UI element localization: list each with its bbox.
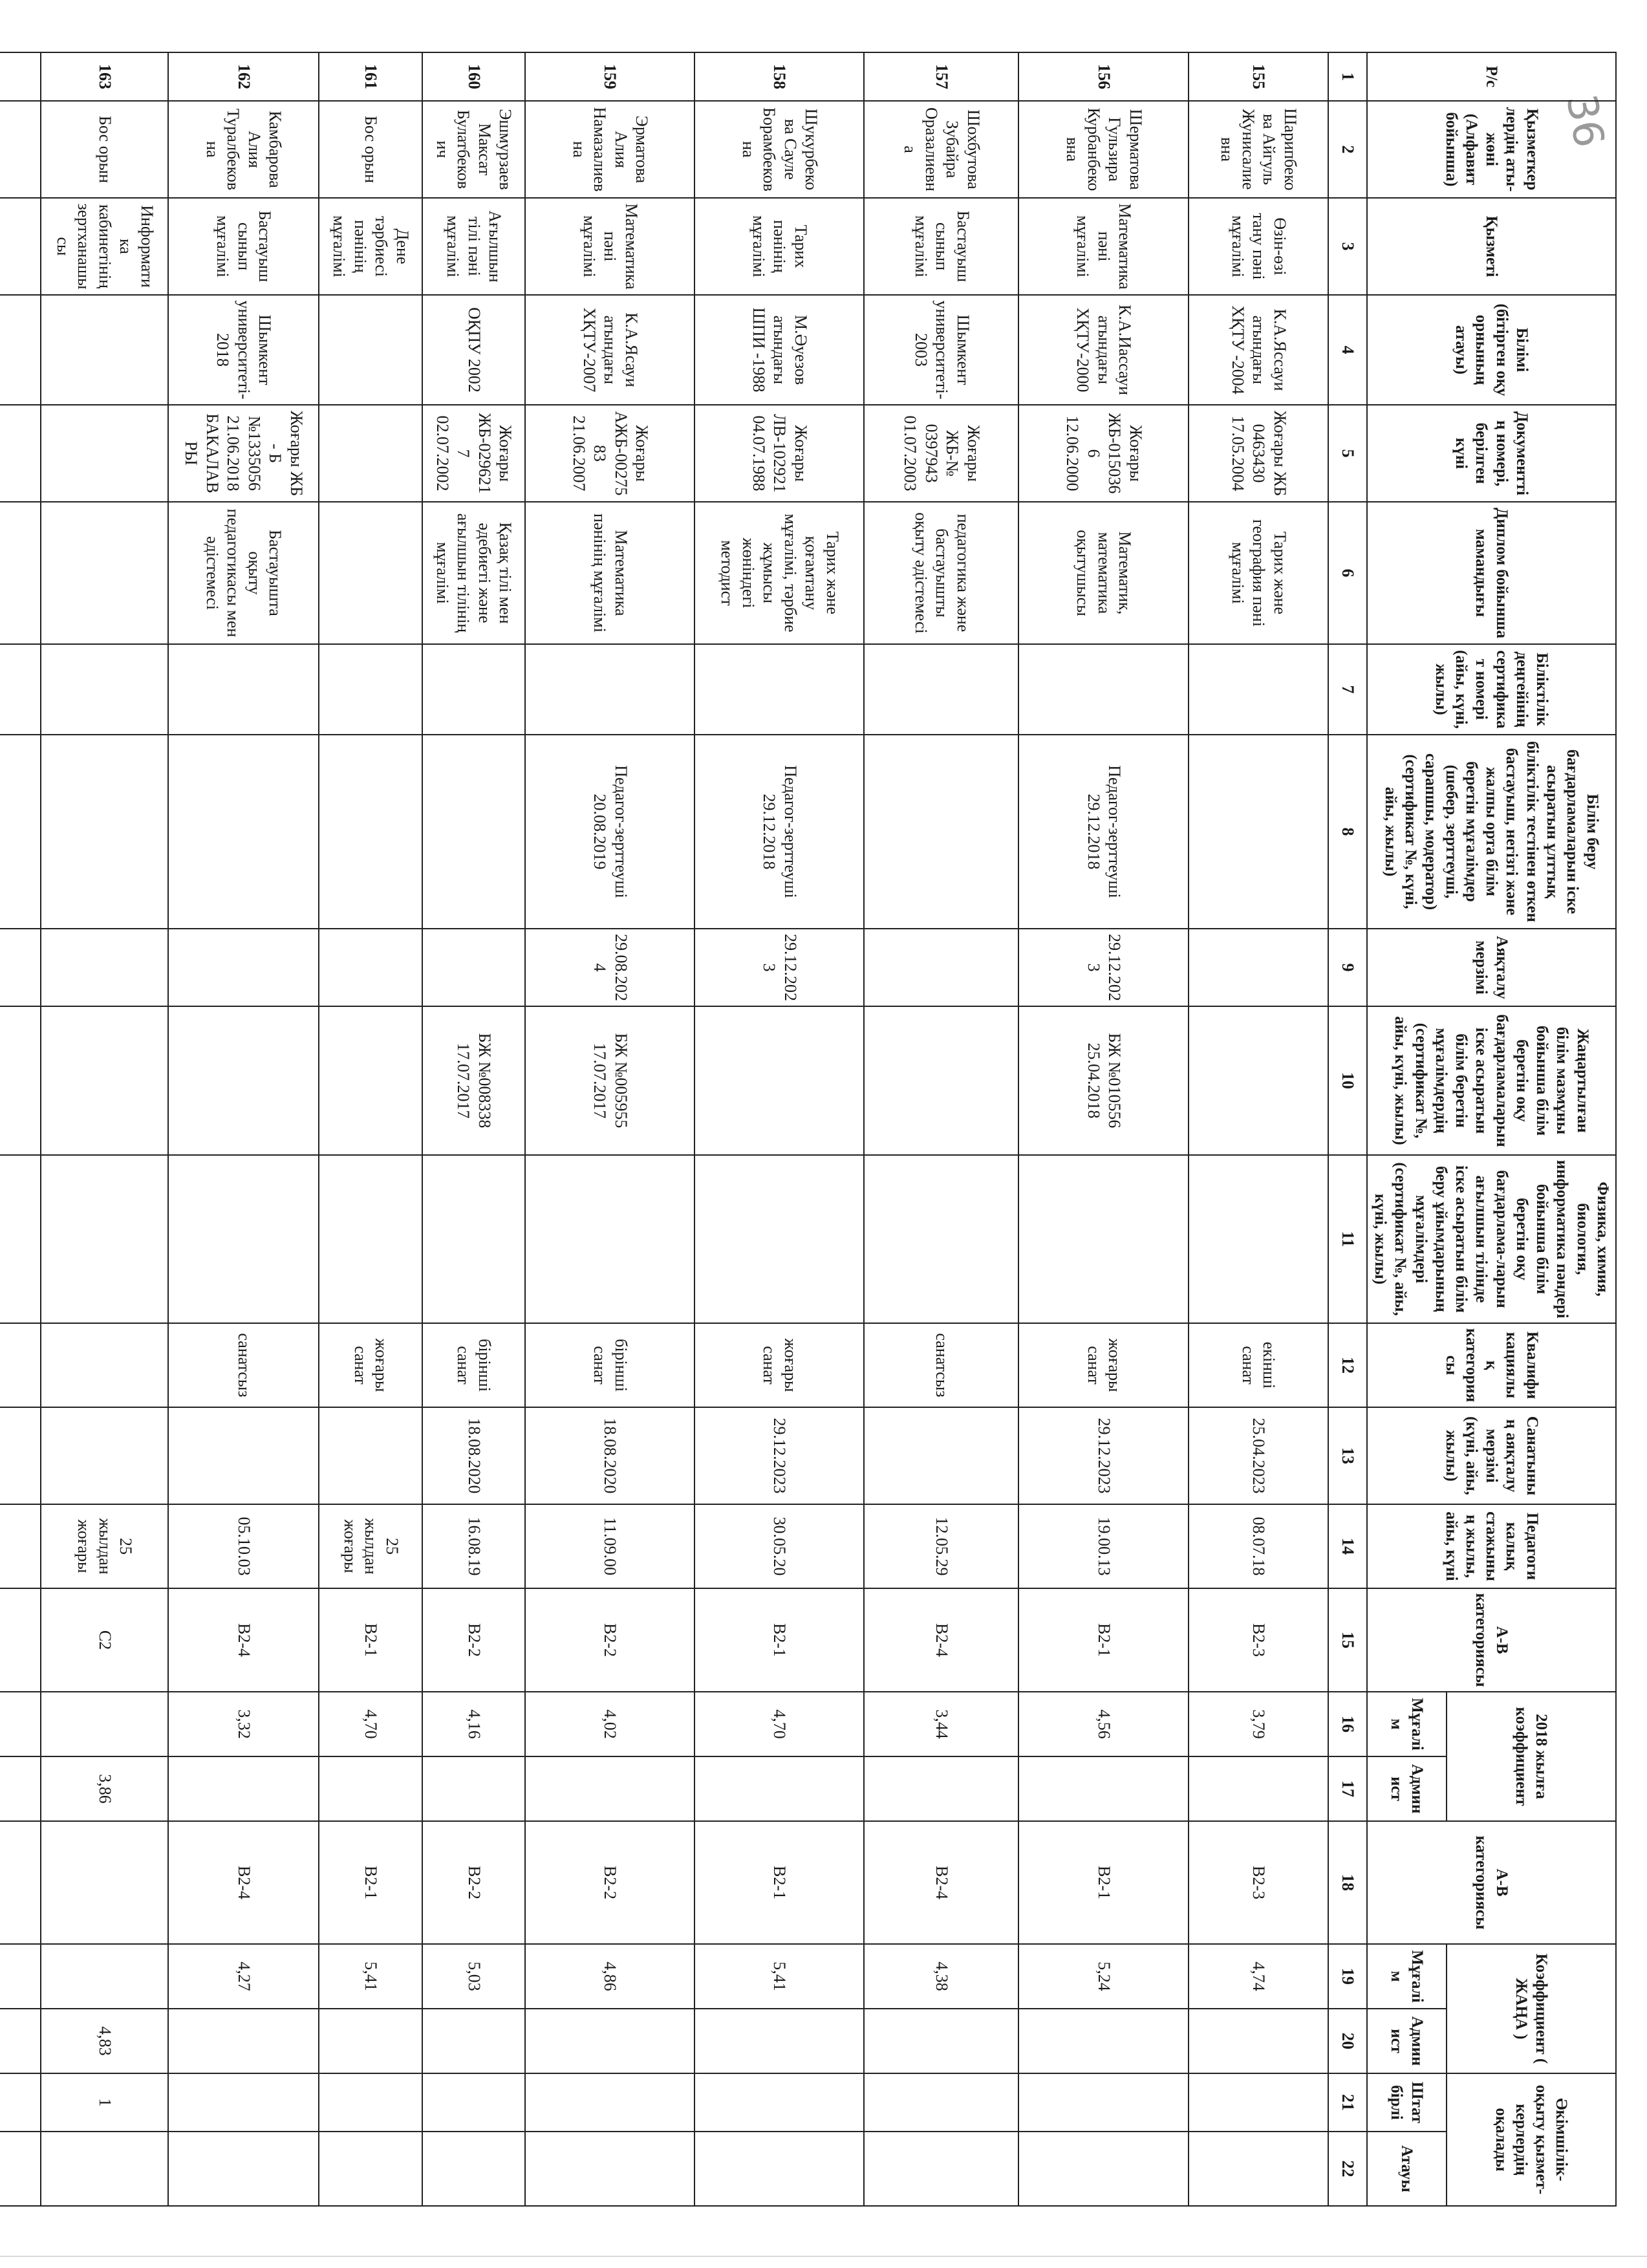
cell-english-subjects-cert [1018,1155,1188,1323]
cell-qualification-cert [422,644,526,735]
total-education [0,295,41,405]
cell-staff-name [864,2132,1018,2206]
cell-coef-2018-teacher: 4,70 [319,1692,422,1756]
cell-qualification-cert [694,644,864,735]
col-num: 8 [1328,735,1367,929]
cell-end-date: 29.12.2023 [1018,929,1188,1006]
cell-staff-unit [1018,2073,1188,2132]
cell-education: К.А.Ясауи атындағы ХҚТУ-2007 [525,295,694,405]
scan-edge-line [0,2256,1647,2257]
total-pedagogical-stage [0,1504,41,1588]
cell-specialty: Тарих және география пәні мұғалімі [1189,502,1328,644]
cell-end-date [168,929,319,1006]
cell-position: Өзін-өзі тану пәні мұғалімі [1189,198,1328,295]
cell-staff-unit [422,2073,526,2132]
cell-staff-name [319,2132,422,2206]
cell-document-number: Жоғары ЖБ-0296217 02.07.2002 [422,405,526,502]
cell-specialty: Математика пәнінің мұғалімі [525,502,694,644]
cell-end-date [422,929,526,1006]
cell-category-end-date: 29.12.2023 [694,1407,864,1504]
cell-row-number: 156 [1018,52,1188,101]
page-number: 36 [1556,91,1613,151]
cell-updated-content-cert: БЖ №005955 17.07.2017 [525,1006,694,1155]
header-updated-content: Жаңартылған білім мазмұны бойынша білім беретін оқу бағдарламаларын іске асыратын білім беретін мұғалімдердің (сертификат №, айы, күні, жылы) [1367,1006,1616,1155]
cell-category: бірінші санат [422,1323,526,1407]
cell-row-number: 155 [1189,52,1328,101]
total-end-date [0,929,41,1006]
cell-pedagogical-stage: 25 жылдан жоғары [319,1504,422,1588]
cell-pedagogical-stage: 30.05.20 [694,1504,864,1588]
header-category-end: Санатының аяқталу мерзімі (күні, айы, жылы) [1367,1407,1616,1504]
cell-national-test-cert [864,735,1018,929]
cell-specialty [319,502,422,644]
cell-coef-new-teacher: 5,03 [422,1944,526,2009]
cell-coef-2018-admin [864,1756,1018,1821]
cell-updated-content-cert [1189,1006,1328,1155]
total-updated-content-cert [0,1006,41,1155]
staff-rows [0,52,1328,2206]
cell-ab-category-1: В2-2 [525,1588,694,1692]
col-num: 15 [1328,1588,1367,1692]
cell-english-subjects-cert [864,1155,1018,1323]
cell-end-date [41,929,168,1006]
cell-end-date: 29.08.2024 [525,929,694,1006]
cell-category-end-date: 18.08.2020 [525,1407,694,1504]
total-document-number [0,405,41,502]
cell-row-number: 160 [422,52,526,101]
cell-updated-content-cert: БЖ №010556 25.04.2018 [1018,1006,1188,1155]
cell-coef-2018-teacher: 4,56 [1018,1692,1188,1756]
cell-qualification-cert [319,644,422,735]
cell-staff-unit [525,2073,694,2132]
cell-staff-name [168,2132,319,2206]
cell-education: К.А.Яссауи атындағы ХҚТУ -2004 [1189,295,1328,405]
cell-document-number: Жоғары ЖБ-0150366 12.06.2000 [1018,405,1188,502]
cell-qualification-cert [864,644,1018,735]
cell-ab-category-1: В2-4 [168,1588,319,1692]
column-number-row [1328,52,1367,2206]
cell-national-test-cert [168,735,319,929]
cell-pedagogical-stage: 11.09.00 [525,1504,694,1588]
cell-ab-category-2 [41,1821,168,1944]
cell-coef-new-admin [319,2009,422,2073]
cell-coef-new-admin [1018,2009,1188,2073]
cell-end-date: 29.12.2023 [694,929,864,1006]
cell-category: жоғары санат [694,1323,864,1407]
subheader-name: Атауы [1367,2132,1447,2206]
cell-coef-2018-admin [1189,1756,1328,1821]
header-english-subjects: Физика, химия, биология, информатика пәндері бойынша білім беретін оқу бағдарлама-ларын ағылшын тілінде іске асыратын білім беру ұйымдарының мұғалімдері (сертификат №, айы, күні, жылы) [1367,1155,1616,1323]
cell-employee-name: Шарипбекова Айгуль Жунисалиевна [1189,101,1328,198]
header-coef-2018: 2018 жылға коэффициент [1447,1692,1616,1821]
cell-category: екінші санат [1189,1323,1328,1407]
cell-coef-new-admin [422,2009,526,2073]
col-num: 12 [1328,1323,1367,1407]
cell-ab-category-1: В2-1 [1018,1588,1188,1692]
cell-position: Математика пәні мұғалімі [1018,198,1188,295]
total-national-test-cert [0,735,41,929]
header-ab-category-2: А-В категориясы [1367,1821,1616,1944]
cell-pedagogical-stage: 08.07.18 [1189,1504,1328,1588]
cell-category [41,1323,168,1407]
staff-table-rotated [39,52,1617,2205]
total-coef-new-admin [0,2009,41,2073]
col-num: 18 [1328,1821,1367,1944]
table-row [525,52,694,2206]
cell-ab-category-2: В2-3 [1189,1821,1328,1944]
cell-category-end-date [319,1407,422,1504]
cell-specialty: Бастауышта оқыту педагогикасы мен әдістемесі [168,502,319,644]
cell-staff-unit: 1 [41,2073,168,2132]
cell-row-number: 157 [864,52,1018,101]
cell-category-end-date: 18.08.2020 [422,1407,526,1504]
cell-english-subjects-cert [525,1155,694,1323]
cell-education [41,295,168,405]
cell-row-number: 163 [41,52,168,101]
cell-end-date [319,929,422,1006]
cell-document-number: Жоғары ЛВ-102921 04.07.1988 [694,405,864,502]
cell-coef-new-admin [525,2009,694,2073]
cell-updated-content-cert [864,1006,1018,1155]
col-num: 10 [1328,1006,1367,1155]
cell-ab-category-2: В2-4 [864,1821,1018,1944]
cell-national-test-cert [422,735,526,929]
col-num: 5 [1328,405,1367,502]
cell-coef-2018-teacher: 4,16 [422,1692,526,1756]
cell-updated-content-cert [319,1006,422,1155]
cell-ab-category-1: В2-3 [1189,1588,1328,1692]
cell-education: Шымкент университеті-2003 [864,295,1018,405]
cell-category: жоғары санат [1018,1323,1188,1407]
cell-specialty [41,502,168,644]
col-num: 16 [1328,1692,1367,1756]
cell-coef-new-teacher: 5,41 [319,1944,422,2009]
cell-coef-2018-teacher: 4,70 [694,1692,864,1756]
header-name: Қызметкерлердің аты-жөні (Алфавит бойынша) [1367,101,1616,198]
cell-staff-unit [168,2073,319,2132]
table-row [41,52,168,2206]
table-row [168,52,319,2206]
cell-updated-content-cert [168,1006,319,1155]
cell-education: М.Әуезов атындағы ШПИ -1988 [694,295,864,405]
cell-staff-unit [319,2073,422,2132]
cell-ab-category-1: В2-2 [422,1588,526,1692]
cell-position: Бастауыш сынып мұғалімі [168,198,319,295]
header-admin-staff: Әкімшілік-оқыту қызмет-керлердің оқалады [1447,2073,1616,2206]
cell-coef-new-teacher: 4,74 [1189,1944,1328,2009]
cell-coef-new-teacher: 5,41 [694,1944,864,2009]
header-stage: Педагогикалық стажының жылы, айы, күні [1367,1504,1616,1588]
cell-coef-new-teacher: 4,38 [864,1944,1018,2009]
cell-coef-2018-teacher: 3,79 [1189,1692,1328,1756]
cell-national-test-cert: Педагог-зерттеуші 29.12.2018 [694,735,864,929]
cell-national-test-cert: Педагог-зерттеуші 20.08.2019 [525,735,694,929]
cell-education [319,295,422,405]
cell-position: Ағылшын тілі пәні мұғалімі [422,198,526,295]
cell-national-test-cert [1189,735,1328,929]
cell-pedagogical-stage: 16.08.19 [422,1504,526,1588]
cell-education: К.А.Иассауи атындағы ХҚТУ-2000 [1018,295,1188,405]
cell-position: Тарих пәнінің мұғалімі [694,198,864,295]
total-category [0,1323,41,1407]
cell-coef-2018-admin: 3,86 [41,1756,168,1821]
cell-coef-new-admin: 4,83 [41,2009,168,2073]
subheader-staff-unit: Штат бірлі [1367,2073,1447,2132]
cell-pedagogical-stage: 12.05.29 [864,1504,1018,1588]
cell-row-number: 162 [168,52,319,101]
cell-coef-2018-admin [694,1756,864,1821]
cell-coef-new-teacher: 4,86 [525,1944,694,2009]
cell-coef-2018-admin [525,1756,694,1821]
cell-category-end-date: 25.04.2023 [1189,1407,1328,1504]
cell-employee-name: Камбарова Алия Туралбековна [168,101,319,198]
staff-table [0,52,1617,2207]
cell-category: санатсыз [168,1323,319,1407]
cell-updated-content-cert: БЖ №008338 17.07.2017 [422,1006,526,1155]
cell-staff-name [41,2132,168,2206]
cell-category-end-date: 29.12.2023 [1018,1407,1188,1504]
col-num: 19 [1328,1944,1367,2009]
total-ab-category-1 [0,1588,41,1692]
cell-employee-name: Эшмурзаев Максат Булатбекович [422,101,526,198]
cell-ab-category-2: В2-4 [168,1821,319,1944]
cell-english-subjects-cert [422,1155,526,1323]
cell-qualification-cert [1189,644,1328,735]
cell-pedagogical-stage: 25 жылдан жоғары [41,1504,168,1588]
cell-staff-unit [1189,2073,1328,2132]
table-row [1189,52,1328,2206]
col-num: 3 [1328,198,1367,295]
header-rs: Р/с [1367,52,1616,101]
cell-education: ОҚПУ 2002 [422,295,526,405]
cell-end-date [864,929,1018,1006]
col-num: 20 [1328,2009,1367,2073]
cell-staff-unit [694,2073,864,2132]
col-num: 9 [1328,929,1367,1006]
cell-coef-new-admin [694,2009,864,2073]
cell-national-test-cert [41,735,168,929]
cell-ab-category-2: В2-1 [694,1821,864,1944]
cell-pedagogical-stage: 05.10.03 [168,1504,319,1588]
cell-national-test-cert [319,735,422,929]
cell-employee-name: Шукурбекова Сауле Борамбековна [694,101,864,198]
cell-staff-name [1189,2132,1328,2206]
total-ab-category-2 [0,1821,41,1944]
col-num: 22 [1328,2132,1367,2206]
subheader-teacher-2018: Мұғалім [1367,1692,1447,1756]
cell-document-number [41,405,168,502]
cell-qualification-cert [41,644,168,735]
total-english-subjects-cert [0,1155,41,1323]
total-category-end-date [0,1407,41,1504]
cell-coef-new-admin [864,2009,1018,2073]
col-num: 14 [1328,1504,1367,1588]
cell-end-date [1189,929,1328,1006]
col-num: 4 [1328,295,1367,405]
header-category: Квалификациялық категориясы [1367,1323,1616,1407]
cell-coef-new-teacher: 4,27 [168,1944,319,2009]
cell-coef-2018-teacher [41,1692,168,1756]
cell-position: Бастауыш сынып мұғалімі [864,198,1018,295]
cell-national-test-cert: Педагог-зерттеуші 29.12.2018 [1018,735,1188,929]
cell-ab-category-2: В2-1 [1018,1821,1188,1944]
total-employee-name [0,101,41,198]
cell-ab-category-1: В2-1 [319,1588,422,1692]
cell-employee-name: Шохбутова Зубайра Оразалиевна [864,101,1018,198]
cell-ab-category-2: В2-1 [319,1821,422,1944]
col-num: 7 [1328,644,1367,735]
cell-coef-2018-admin [168,1756,319,1821]
header-ab-category-1: А-В категориясы [1367,1588,1616,1692]
cell-row-number: 159 [525,52,694,101]
total-staff-unit [0,2073,41,2132]
subheader-teacher-new: Мұғалім [1367,1944,1447,2009]
total-coef-2018-admin [0,1756,41,1821]
table-row [422,52,526,2206]
cell-ab-category-1: В2-4 [864,1588,1018,1692]
total-staff-name [0,2132,41,2206]
cell-staff-name [694,2132,864,2206]
cell-document-number: Жоғары ЖБ 0463430 17.05.2004 [1189,405,1328,502]
cell-category: санатсыз [864,1323,1018,1407]
col-num: 21 [1328,2073,1367,2132]
cell-coef-new-admin [168,2009,319,2073]
cell-coef-2018-teacher: 4,02 [525,1692,694,1756]
cell-english-subjects-cert [41,1155,168,1323]
cell-employee-name: Эрматова Алия Намазалиевна [525,101,694,198]
cell-updated-content-cert [41,1006,168,1155]
cell-specialty: Математик, математика оқытушысы [1018,502,1188,644]
cell-specialty: Тарих және қоғамтану мұғалімі, тәрбие жұмысы жөніндегі методист [694,502,864,644]
total-position [0,198,41,295]
table-row [694,52,864,2206]
cell-category: жоғары санат [319,1323,422,1407]
cell-specialty: педагогика және бастауышты оқыту әдістемесі [864,502,1018,644]
cell-coef-2018-admin [1018,1756,1188,1821]
cell-updated-content-cert [694,1006,864,1155]
cell-category-end-date [41,1407,168,1504]
subheader-admin-new: Админист [1367,2009,1447,2073]
cell-english-subjects-cert [168,1155,319,1323]
cell-row-number: 158 [694,52,864,101]
cell-staff-unit [864,2073,1018,2132]
cell-employee-name: Бос орын [319,101,422,198]
cell-category-end-date [168,1407,319,1504]
cell-ab-category-2: В2-2 [525,1821,694,1944]
cell-english-subjects-cert [694,1155,864,1323]
header-document: Документтің номері, берілген күні [1367,405,1616,502]
total-qualification-cert [0,644,41,735]
col-num: 6 [1328,502,1367,644]
cell-education: Шымкент университеті-2018 [168,295,319,405]
cell-pedagogical-stage: 19.00.13 [1018,1504,1188,1588]
cell-coef-2018-teacher: 3,32 [168,1692,319,1756]
cell-document-number: Жоғары ЖБ-№ 0397943 01.07.2003 [864,405,1018,502]
cell-ab-category-1: В2-1 [694,1588,864,1692]
cell-position: Дене тәрбиесі пәнінің мұғалімі [319,198,422,295]
col-num: 11 [1328,1155,1367,1323]
cell-english-subjects-cert [319,1155,422,1323]
cell-position: Информатика кабинетінің зертханашысы [41,198,168,295]
col-num: 17 [1328,1756,1367,1821]
cell-row-number: 161 [319,52,422,101]
cell-staff-name [525,2132,694,2206]
cell-document-number: Жоғары ЖБ - Б №1335056 21.06.2018 БАКАЛАВРЫ [168,405,319,502]
total-coef-2018-teacher [0,1692,41,1756]
cell-category: бірінші санат [525,1323,694,1407]
total-row [0,52,41,2206]
col-num: 1 [1328,52,1367,101]
header-qualification-cert: Біліктілік деңгейінің сертификат номері (айы, күні, жылы) [1367,644,1616,735]
cell-document-number [319,405,422,502]
cell-employee-name: Шерматова Гульзира Курбанбековна [1018,101,1188,198]
cell-coef-new-teacher: 5,24 [1018,1944,1188,2009]
cell-staff-name [1018,2132,1188,2206]
cell-staff-name [422,2132,526,2206]
cell-english-subjects-cert [1189,1155,1328,1323]
cell-coef-2018-admin [319,1756,422,1821]
header-education: Білімі (бітірген оқу орнының атауы) [1367,295,1616,405]
subheader-admin-2018: Админист [1367,1756,1447,1821]
cell-specialty: Қазақ тілі мен әдебиеті және ағылшын тілінің мұғалімі [422,502,526,644]
col-num: 2 [1328,101,1367,198]
cell-coef-new-admin [1189,2009,1328,2073]
header-position: Қызметі [1367,198,1616,295]
col-num: 13 [1328,1407,1367,1504]
header-specialty: Диплом бойынша мамандығы [1367,502,1616,644]
total-specialty [0,502,41,644]
header-end-date: Аяқталу мерзімі [1367,929,1616,1006]
cell-qualification-cert [525,644,694,735]
cell-category-end-date [864,1407,1018,1504]
cell-position: Математика пәні мұғалімі [525,198,694,295]
cell-ab-category-1: С2 [41,1588,168,1692]
cell-qualification-cert [1018,644,1188,735]
cell-employee-name: Бос орын [41,101,168,198]
cell-ab-category-2: В2-2 [422,1821,526,1944]
cell-document-number: Жоғары АЖБ-0027583 21.06.2007 [525,405,694,502]
cell-qualification-cert [168,644,319,735]
table-row [1018,52,1188,2206]
total-row-number [0,52,41,101]
total-coef-new-teacher [0,1944,41,2009]
header-national-test: Білім беру бағдарламаларын іске асыратын ұлттық біліктілік тестінен өткен бастауыш, негізгі және жалпы орта білім беретін мұғалімдер (шебер, зерттеуші, сарапшы, модератор) (сертификат №, күні, айы, жылы) [1367,735,1616,929]
table-row [319,52,422,2206]
header-coef-new: Коэффициент ( ЖАҢА ) [1447,1944,1616,2073]
cell-coef-new-teacher [41,1944,168,2009]
cell-coef-2018-teacher: 3,44 [864,1692,1018,1756]
table-row [864,52,1018,2206]
cell-coef-2018-admin [422,1756,526,1821]
